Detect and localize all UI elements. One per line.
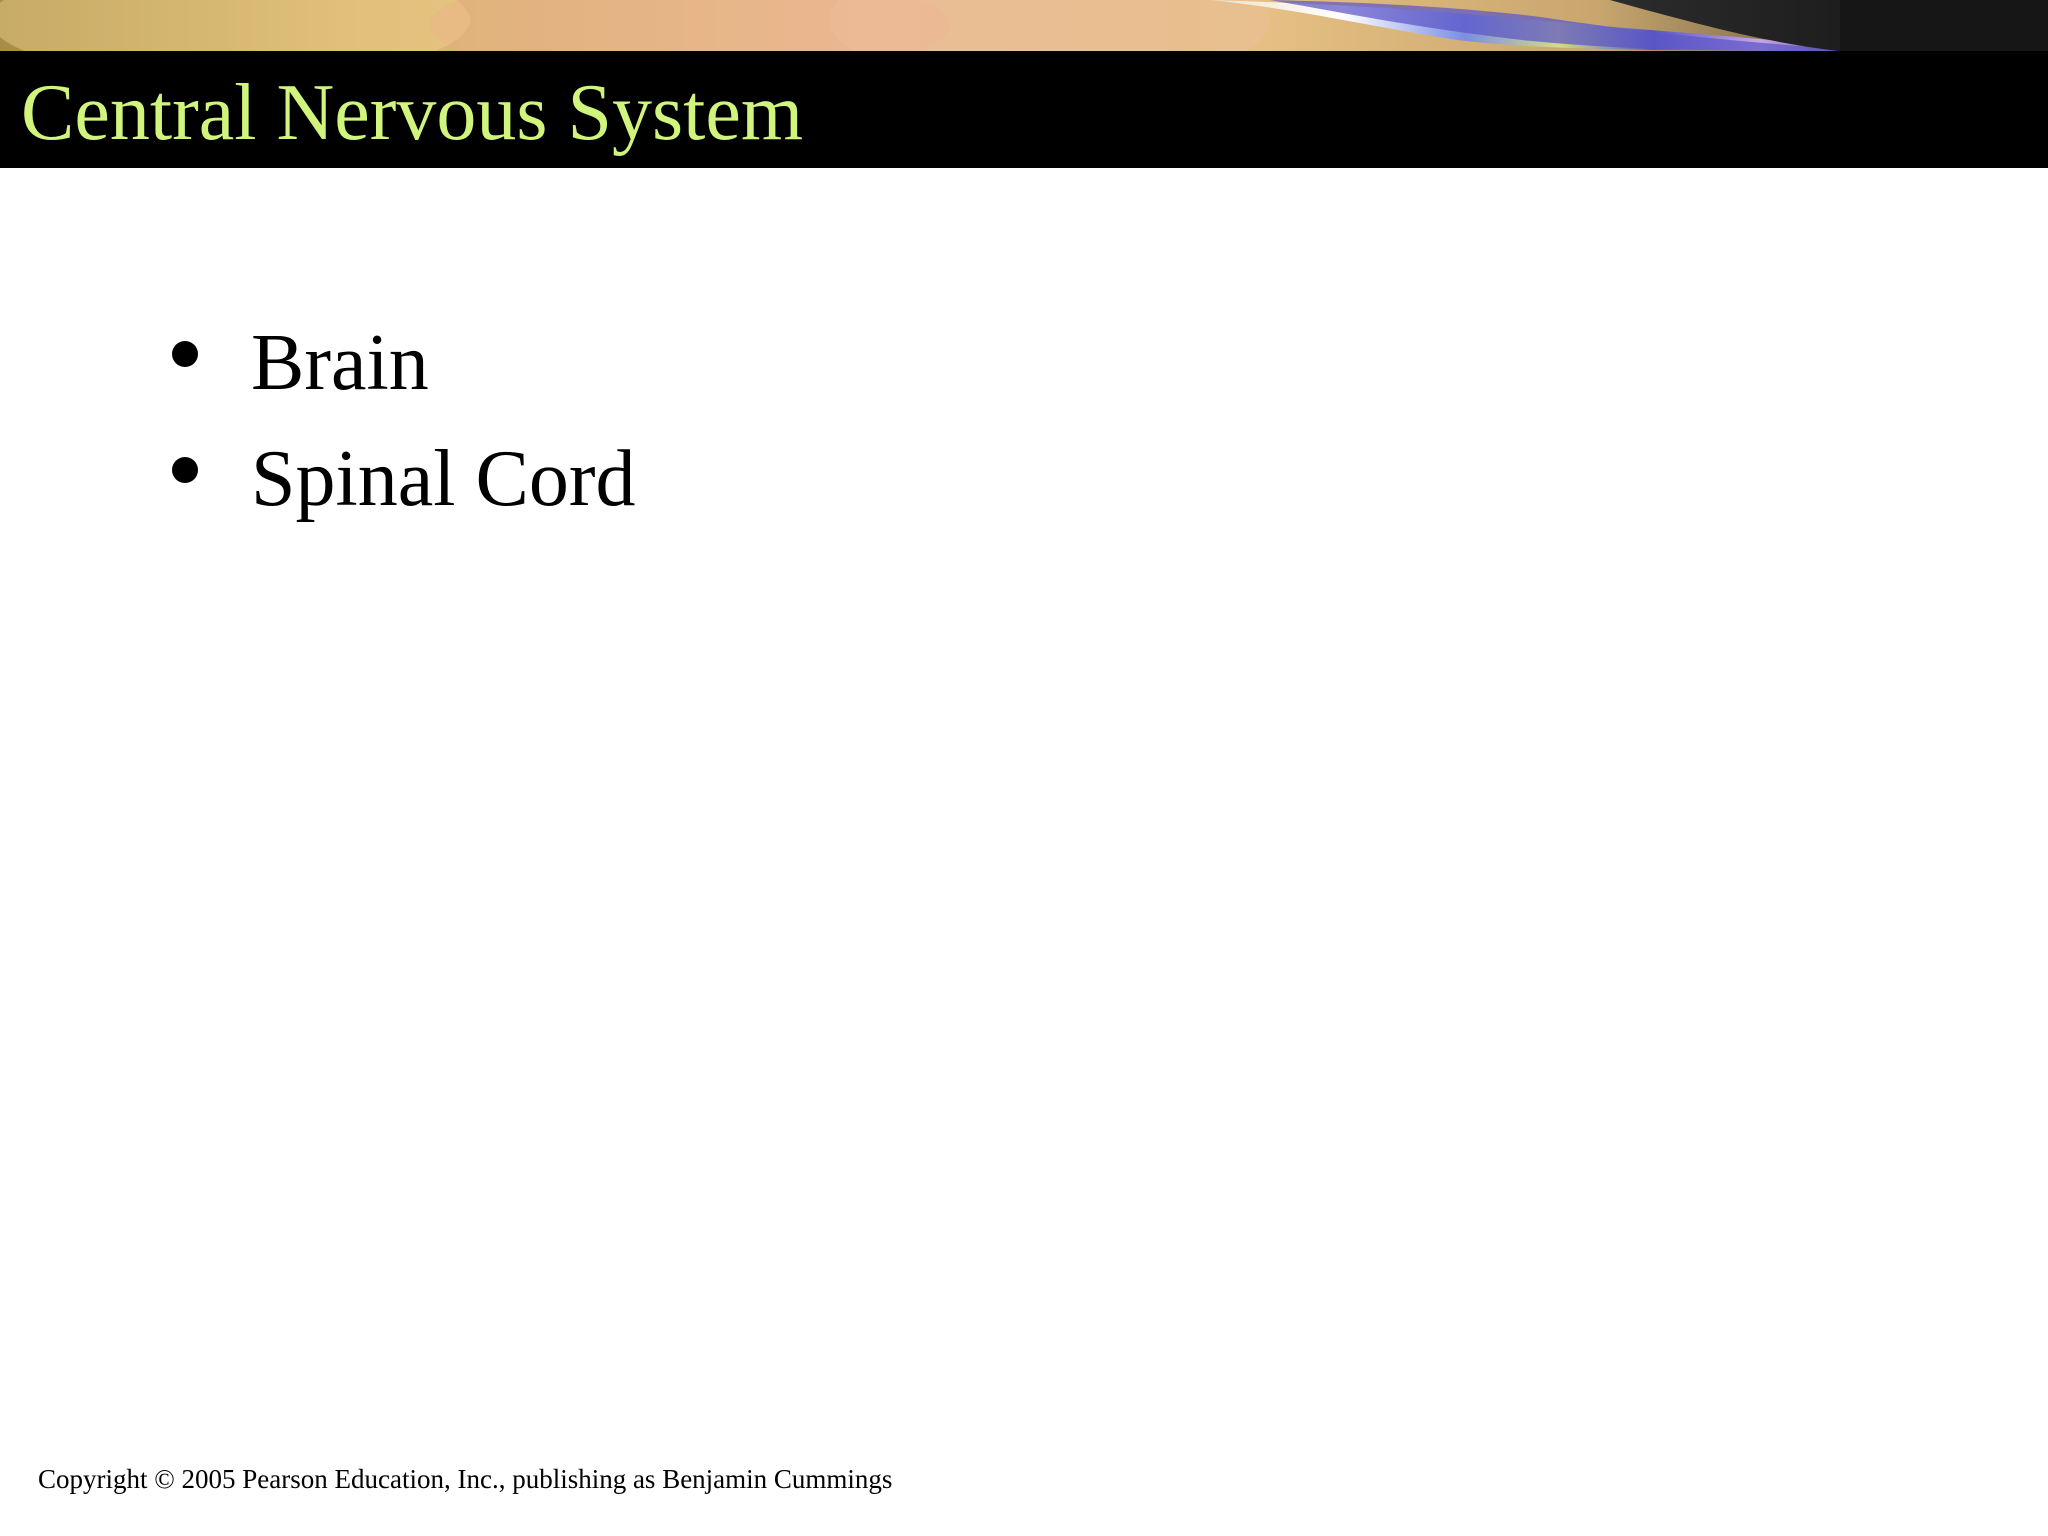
- decorative-photo-banner: [0, 0, 2048, 51]
- banner-artwork: [0, 0, 2048, 51]
- bullet-icon: [172, 341, 198, 367]
- bullet-text: Spinal Cord: [251, 435, 636, 523]
- copyright-notice: Copyright © 2005 Pearson Education, Inc., publishing as Benjamin Cummings: [38, 1464, 893, 1494]
- slide-title: Central Nervous System: [21, 69, 804, 157]
- bullet-text: Brain: [251, 319, 429, 407]
- bullet-icon: [172, 457, 198, 483]
